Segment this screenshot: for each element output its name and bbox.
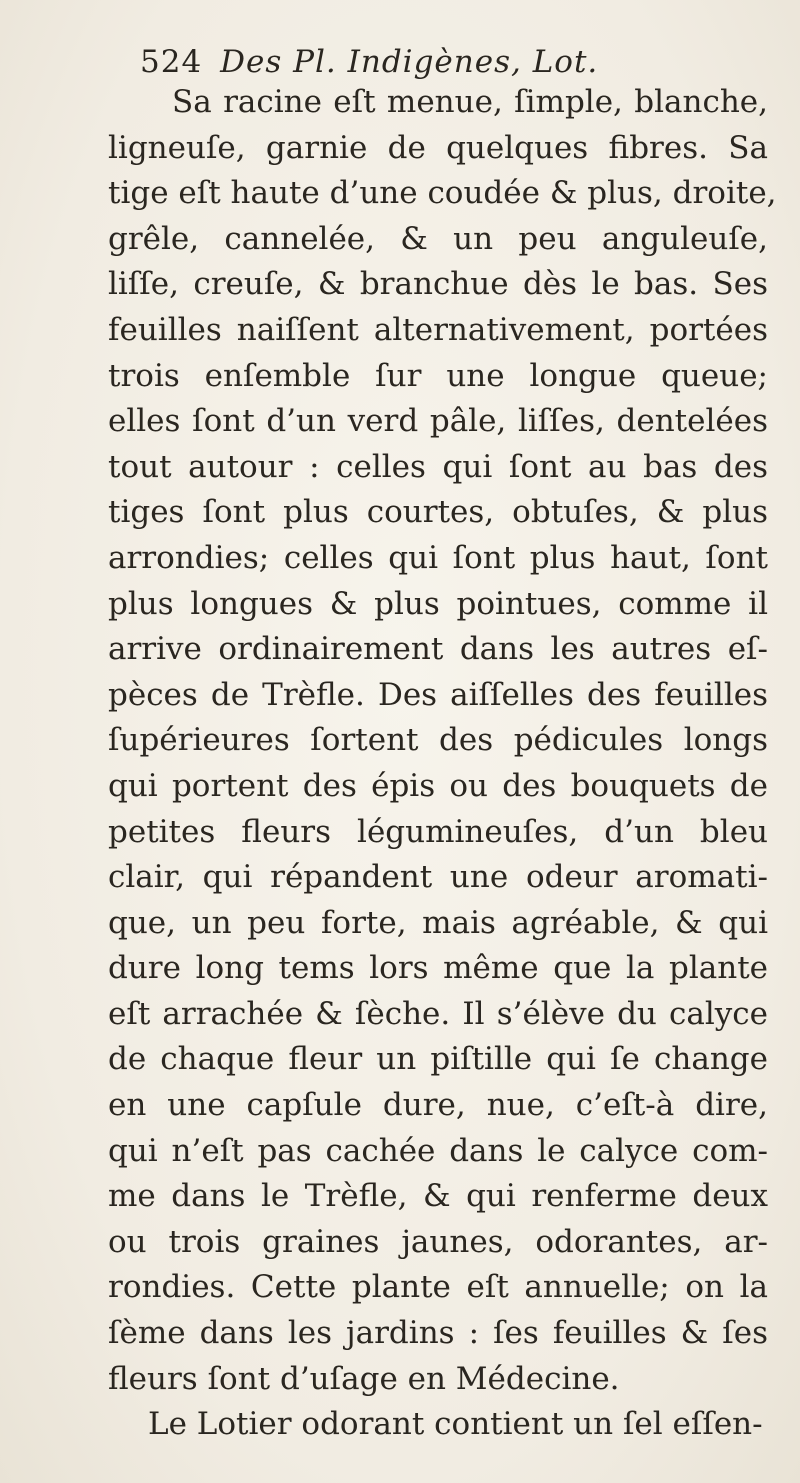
text-line: qui portent des épis ou des bouquets de (108, 767, 768, 804)
text-line: clair, qui répandent une odeur aromati- (108, 859, 768, 896)
text-line: tout autour : celles qui ſont au bas des (108, 448, 768, 485)
text-line: liſſe, creuſe, & branchue dès le bas. Ses (108, 266, 768, 303)
text-line: Le Lotier odorant contient un ſel eſſen- (148, 1406, 763, 1443)
text-line: eſt arrachée & ſèche. Il s’élève du calyce (108, 995, 768, 1032)
text-line: que, un peu forte, mais agréable, & qui (108, 904, 768, 941)
text-line: ligneuſe, garnie de quelques fibres. Sa (108, 129, 768, 166)
text-line: feuilles naiſſent alternativement, portées (108, 311, 768, 348)
text-line: trois enſemble ſur une longue queue; (108, 357, 768, 394)
text-line: pèces de Trèfle. Des aiſſelles des feuilles (108, 676, 768, 713)
text-line: arrondies; celles qui ſont plus haut, ſont (108, 539, 768, 576)
text-line: ſème dans les jardins : ſes feuilles & ſes (108, 1315, 768, 1352)
text-line: ou trois graines jaunes, odorantes, ar- (108, 1223, 768, 1260)
text-line: qui n’eſt pas cachée dans le calyce com- (108, 1132, 768, 1169)
text-line: rondies. Cette plante eſt annuelle; on la (108, 1269, 768, 1306)
running-header (140, 44, 598, 80)
text-line: tiges ſont plus courtes, obtuſes, & plus (108, 494, 768, 531)
text-line: me dans le Trèfle, & qui renferme deux (108, 1178, 768, 1215)
text-line: tige eſt haute d’une coudée & plus, droite, (108, 175, 777, 212)
text-line: arrive ordinairement dans les autres eſ- (108, 631, 768, 668)
text-line: petites fleurs légumineuſes, d’un bleu (108, 813, 768, 850)
page-number: 524 (140, 44, 203, 80)
body-text (108, 80, 777, 1448)
text-line: fleurs ſont d’uſage en Médecine. (108, 1360, 620, 1397)
text-line: elles ſont d’un verd pâle, liſſes, dentelées (108, 403, 768, 440)
text-line: de chaque fleur un piſtille qui ſe change (108, 1041, 768, 1078)
text-line: ſupérieures ſortent des pédicules longs (108, 722, 768, 759)
text-line: en une capſule dure, nue, c’eſt-à dire, (108, 1087, 768, 1124)
text-line: plus longues & plus pointues, comme il (108, 585, 768, 622)
text-line: dure long tems lors même que la plante (108, 950, 768, 987)
text-line: Sa racine eſt menue, ſimple, blanche, (172, 84, 768, 120)
running-title: Des Pl. Indigènes, Lot. (220, 44, 599, 80)
text-line: grêle, cannelée, & un peu anguleuſe, (108, 220, 768, 257)
